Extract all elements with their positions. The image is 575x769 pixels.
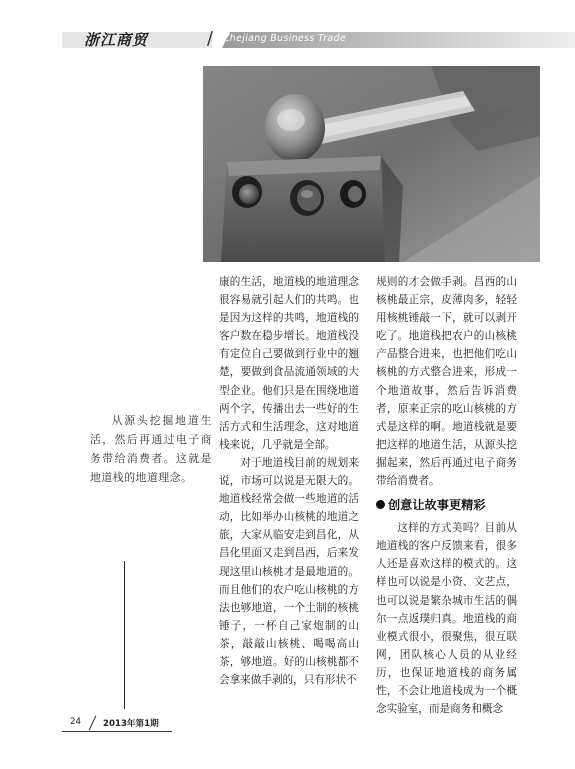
article-paragraph: 规则的才会做手剥。昌西的山核桃最正宗，皮薄肉多，轻轻用核桃锤敲一下，就可以剥开吃了。地道栈把农户的山核桃产品整合进来，也把他们吃山核桃的方式整合进来，形成一个地道故事，然后告诉消费者，原来正宗的吃山核桃的方式是这样的啊。地道栈就是要把这样的地道生活，从源头挖掘起来，然后再通过电子商务带给消费者。 [376,276,517,488]
article-paragraph: 这样的方式美吗？目前从地道栈的客户反馈来看，很多人还是喜欢这样的模式的。这样也可以说是小资、文艺点，也可以说是繁杂城市生活的偶尔一点返璞归真。地道栈的商业模式很小，很聚焦，很互联网，团队核心人员的从业经历，也保证地道栈的商务属性，不会让地道栈成为一个概念实验室，而是商务和概念 [376,522,517,716]
magazine-logo: 浙江商贸 [84,31,149,49]
magazine-english-title: Zhejiang Business Trade [223,33,347,44]
section-heading-text: 创意让故事更精彩 [388,498,486,513]
bullet-icon [376,500,385,509]
header-slash: / [207,28,214,49]
footer-underline [62,731,172,732]
decorative-vertical-rule [124,561,125,709]
walnut-cracker-photo [203,66,540,262]
pull-quote [90,411,212,487]
section-heading [376,496,517,514]
page-number: 24 [70,717,81,727]
photo-walnut-cracker-icon [203,66,540,262]
issue-label: 2013年第1期 [103,719,159,729]
article-paragraph: 对于地道栈目前的规划来说，市场可以说是无限大的。地道栈经常会做一些地道的活动，比如举办山核桃的地道之旅，大家从临安走到昌化，从昌化里面又走到昌西，后来发现这里山核桃才是最地道的。而且他们的农户吃山核桃的方法也够地道，一个土制的核桃锤子，一杯自己家炮制的山茶，敲敲山核桃、喝喝高山茶，够地道。好的山核桃都不会拿来做手剥的，只有形状不 [219,456,359,687]
footer-divider [89,716,97,731]
article-column-left [219,273,359,689]
pull-quote-text: 从源头挖掘地道生活，然后再通过电子商务带给消费者。这就是地道栈的地道理念。 [90,414,212,484]
page-footer [62,715,172,733]
article-paragraph: 康的生活，地道栈的地道理念很容易就引起人们的共鸣。也是因为这样的共鸣，地道栈的客户数在稳步增长。地道栈没有定位自己要做到行业中的翘楚，要做到食品流通领域的大型企业。他们只是在围绕地道两个字，传播出去一些好的生活方式和生活理念，这对地道栈来说，几乎就是全部。 [219,276,359,451]
page-header [62,28,575,50]
article-column-right [376,273,517,718]
